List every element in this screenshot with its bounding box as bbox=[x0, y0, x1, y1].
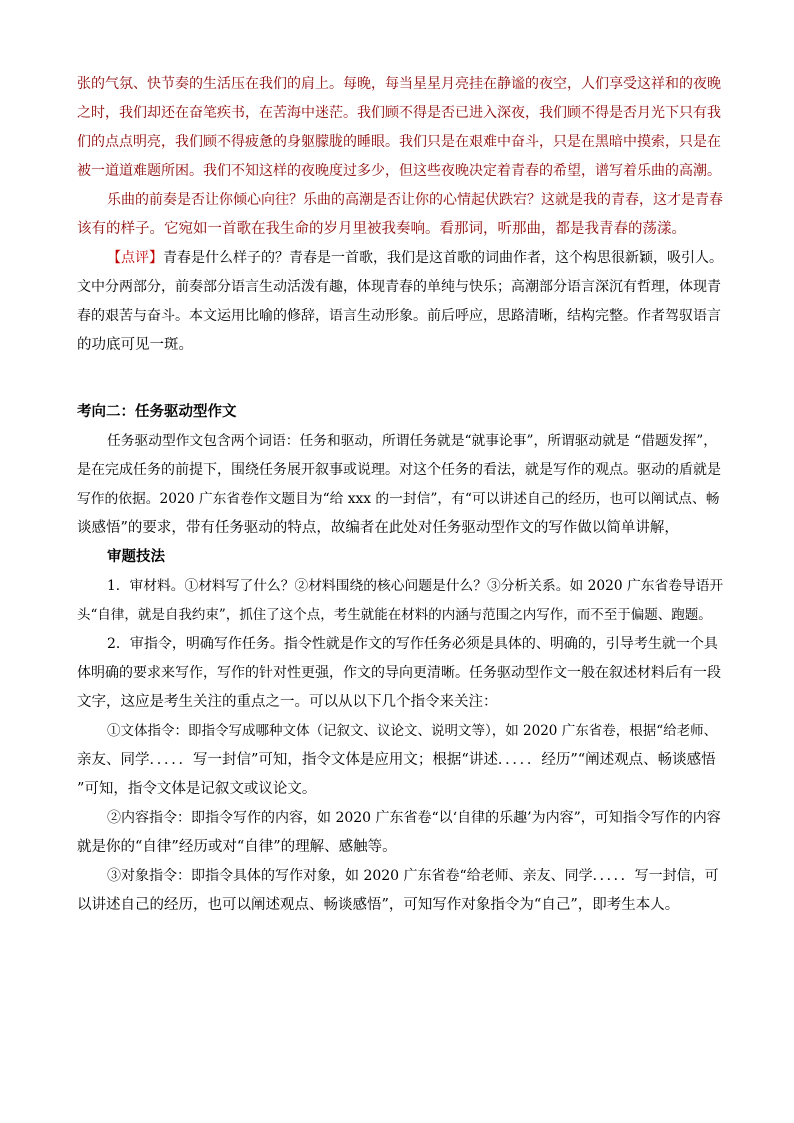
section-heading: 考向二：任务驱动型作文 bbox=[77, 403, 237, 420]
intro-line: 是在完成任务的前提下，围绕任务展开叙事或说理。对这个任务的看法，就是写作的观点。驱动的盾就是 bbox=[77, 462, 721, 478]
method-line: ③对象指令：即指令具体的写作对象，如 2020 广东省卷“给老师、亲友、同学．．．．．写一封信，可 bbox=[107, 868, 719, 884]
essay-excerpt bbox=[77, 74, 723, 239]
method-line: 1．审材料。①材料写了什么？②材料围绕的核心问题是什么？③分析关系。如 2020 广东省卷导语开 bbox=[107, 578, 724, 594]
method-line: ②内容指令：即指令写作的内容，如 2020 广东省卷“以‘自律的乐趣’为内容”，可知指令写作的内容 bbox=[107, 810, 721, 826]
commentary-line: 文中分两部分，前奏部分语言生动活泼有趣，体现青春的单纯与快乐；高潮部分语言深沉有哲理，体现青 bbox=[77, 279, 721, 295]
essay-line: 乐曲的前奏是否让你倾心向往？乐曲的高潮是否让你的心情起伏跌宕？这就是我的青春，这才是青春 bbox=[107, 192, 723, 208]
commentary-line: 【点评】青春是什么样子的？青春是一首歌，我们是这首歌的词曲作者，这个构思很新颖，吸引人。 bbox=[107, 250, 723, 266]
method-line: 就是你的“自律”经历或对“自律”的理解、感触等。 bbox=[77, 839, 397, 855]
commentary-line: 春的艰苦与奋斗。本文运用比喻的修辞，语言生动形象。前后呼应，思路清晰，结构完整。作者驾驭语言 bbox=[77, 308, 721, 324]
subheading: 审题技法 bbox=[107, 548, 165, 565]
essay-line: 该有的样子。它宛如一首歌在我生命的岁月里被我奏响。看那词，听那曲，都是我青春的荡漾。 bbox=[77, 221, 686, 237]
method-line: ”可知，指令文体是记叙文或议论文。 bbox=[77, 781, 317, 797]
commentary-tag: 【点评】 bbox=[107, 250, 163, 266]
intro-line: 任务驱动型作文包含两个词语：任务和驱动，所谓任务就是“就事论事”，所谓驱动就是 “借题发挥”， bbox=[107, 433, 717, 449]
document-body bbox=[77, 74, 723, 924]
method-line: 头“自律，就是自我约束”，抓住了这个点，考生就能在材料的内涵与范围之内写作，而不至于偏题、跑题。 bbox=[77, 607, 712, 623]
intro-line: 谈感悟”的要求，带有任务驱动的特点，故编者在此处对任务驱动型作文的写作做以简单讲解， bbox=[77, 520, 679, 536]
method-line: 文字，这应是考生关注的重点之一。可以从以下几个指令来关注： bbox=[77, 694, 498, 710]
commentary bbox=[77, 248, 723, 355]
method-line: 亲友、同学．．．．．写一封信”可知，指令文体是应用文；根据“讲述．．．．．经历”“阐述观点、畅谈感悟 bbox=[77, 752, 716, 768]
intro-line: 写作的依据。2020 广东省卷作文题目为“给 xxx 的一封信”，有“可以讲述自己的经历，也可以阐试点、畅 bbox=[77, 491, 720, 507]
method-line: 体明确的要求来写作，写作的针对性更强，作文的导向更清晰。任务驱动型作文一般在叙述材料后有一段 bbox=[77, 665, 721, 681]
method-line: 以讲述自己的经历，也可以阐述观点、畅谈感悟”，可知写作对象指令为“自己”，即考生本人。 bbox=[77, 897, 680, 913]
method-line: 2．审指令，明确写作任务。指令性就是作文的写作任务必须是具体的、明确的，引导考生就一个具 bbox=[107, 636, 718, 652]
essay-line: 被一道道难题所困。我们不知这样的夜晚度过多少，但这些夜晚决定着青春的希望，谱写着乐曲的高潮。 bbox=[77, 163, 721, 179]
essay-line: 们的点点明亮，我们顾不得疲惫的身躯朦胧的睡眼。我们只是在艰难中奋斗，只是在黑暗中摸索，只是在 bbox=[77, 134, 721, 150]
method-list bbox=[77, 576, 723, 915]
method-line: ①文体指令：即指令写成哪种文体（记叙文、议论文、说明文等），如 2020 广东省卷，根据“给老师、 bbox=[107, 723, 718, 739]
commentary-line: 的功底可见一斑。 bbox=[77, 337, 193, 353]
essay-line: 张的气氛、快节奏的生活压在我们的肩上。每晚，每当星星月亮挂在静谧的夜空，人们享受这祥和的夜晚 bbox=[77, 76, 721, 92]
section-intro bbox=[77, 431, 723, 538]
essay-line: 之时，我们却还在奋笔疾书，在苦海中迷茫。我们顾不得是否已进入深夜，我们顾不得是否月光下只有我 bbox=[77, 105, 721, 121]
